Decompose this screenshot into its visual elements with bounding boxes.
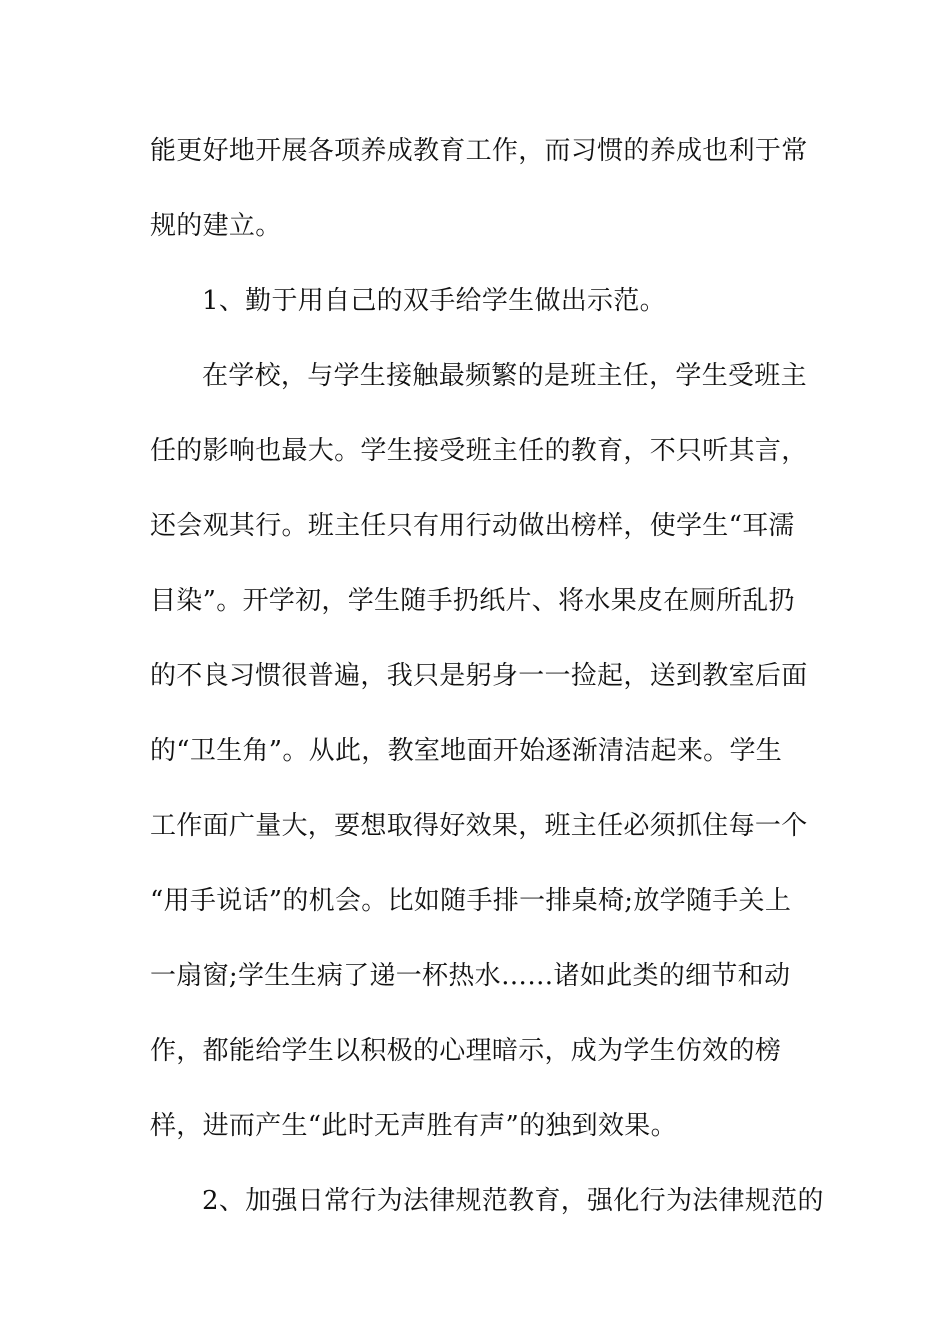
text-line: 在学校，与学生接触最频繁的是班主任，学生受班主 xyxy=(202,361,807,391)
text-line: “用手说话”的机会。比如随手排一排桌椅;放学随手关上 xyxy=(150,886,792,916)
text-line: 工作面广量大，要想取得好效果，班主任必须抓住每一个 xyxy=(150,811,808,841)
text-line: 的“卫生角”。从此，教室地面开始逐渐清洁起来。学生 xyxy=(150,736,783,766)
text-line: 一扇窗;学生生病了递一杯热水……诸如此类的细节和动 xyxy=(150,961,791,991)
section-heading: 2、加强日常行为法律规范教育，强化行为法律规范的 xyxy=(202,1186,824,1216)
text-line: 目染”。开学初，学生随手扔纸片、将水果皮在厕所乱扔 xyxy=(150,586,795,616)
text-line: 的不良习惯很普遍，我只是躬身一一捡起，送到教室后面 xyxy=(150,661,808,691)
text-line: 规的建立。 xyxy=(150,211,282,241)
text-line: 任的影响也最大。学生接受班主任的教育，不只听其言， xyxy=(150,436,808,466)
text-line: 样，进而产生“此时无声胜有声”的独到效果。 xyxy=(150,1111,677,1141)
text-line: 还会观其行。班主任只有用行动做出榜样，使学生“耳濡 xyxy=(150,511,795,541)
section-heading: 1、勤于用自己的双手给学生做出示范。 xyxy=(202,286,666,316)
text-line: 能更好地开展各项养成教育工作，而习惯的养成也利于常 xyxy=(150,136,808,166)
text-line: 作，都能给学生以积极的心理暗示，成为学生仿效的榜 xyxy=(150,1036,782,1066)
